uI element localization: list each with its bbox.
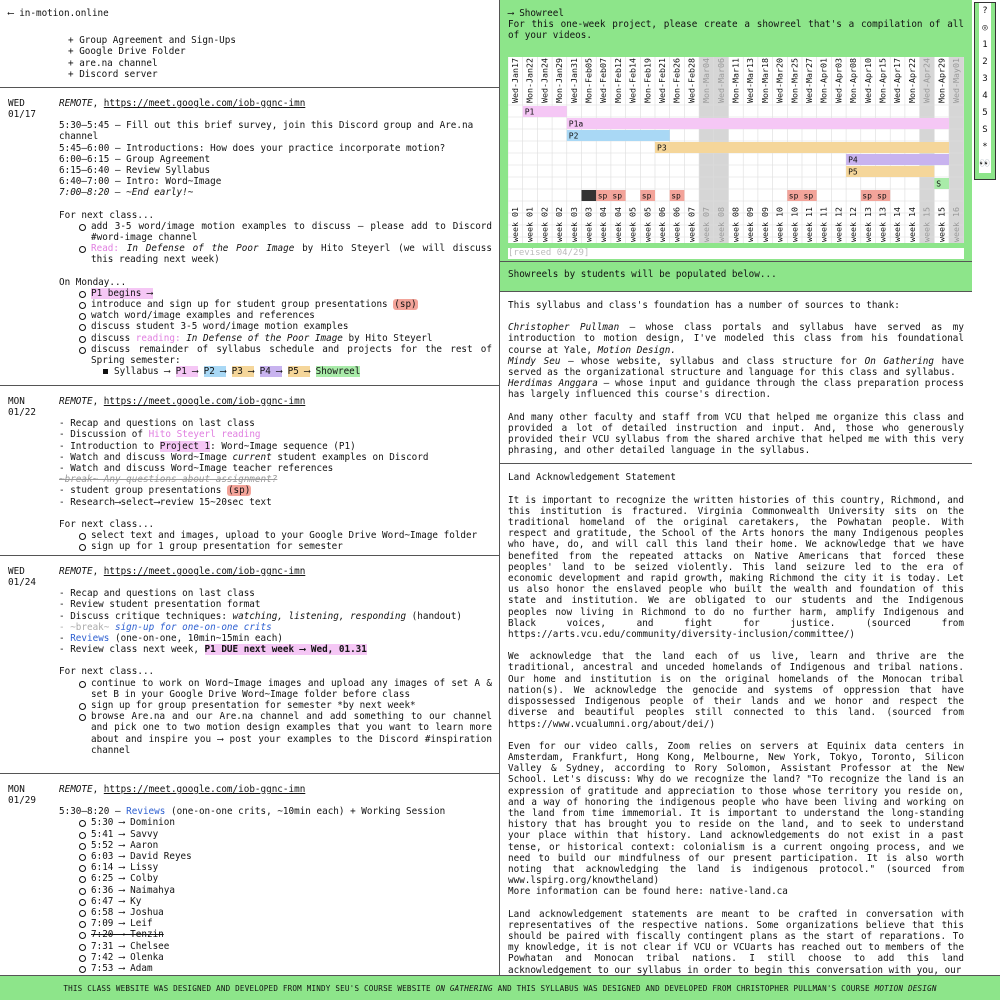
date-label: Mon-Feb26: [671, 58, 682, 103]
side-nav: [972, 0, 1000, 975]
syllabus-column: [0, 0, 500, 975]
list-item: select text and images, upload to your Google Drive Word~Image folder: [77, 530, 492, 541]
review-slot: 6:47 ⟶ Ky: [77, 896, 492, 907]
schedule-grid: [508, 57, 964, 243]
project-bar: [655, 142, 949, 153]
date-label: Wed-Jan17: [510, 58, 520, 103]
land-paragraph: Even for our video calls, Zoom relies on servers at Equinix data centers in Amsterdam, Frankfurt, Hong Kong, Melbourne, New York, Tokyo, Toronto, Silicon Valley & Sydney, according to Rory Solomon, Assistant Professor at the New School. Let's discuss: Why do we recognize the land? "To recognize the land is an expression of gratitude and appreciation to those whose territory you reside on, and a way of honoring the indigenous people who have been living and working on the land from time immemorial. It is important to understand the long-standing history that has brought you to reside on the land, and to seek to understand your place within that history. Land acknowledgements do not exist in a past tense, or historical context: colonialism is a current ongoing process, and we need to build our mindfulness of our present participation. It is also worth noting that acknowledging the land is indigenous protocol." (sourced from www.lspirg.org/knowtheland): [508, 740, 964, 887]
week-label: week 03: [568, 207, 579, 242]
agenda-item: - Recap and questions on last class: [59, 418, 255, 430]
date-label: Wed-Mar20: [774, 58, 785, 103]
week-label: week 09: [745, 207, 756, 242]
schedule-item: 6:00–6:15 – Group Agreement: [59, 153, 211, 165]
list-item: P1 begins ⟶: [77, 288, 492, 299]
date-label: Mon-Mar04: [701, 58, 712, 103]
list-item: discuss remainder of syllabus schedule and projects for the rest of Spring semester: Syllabus ⟶ P1 ⟶ P2 ⟶ P3 ⟶ P4 ⟶ P5 ⟶ Showreel: [77, 344, 492, 378]
date-label: Wed-Feb21: [657, 58, 667, 103]
week-label: week 15: [921, 207, 932, 242]
week-label: week 09: [759, 207, 770, 242]
schedule-item: 5:45–6:00 – Introductions: How does your practice incorporate motion?: [59, 142, 446, 154]
info-column: [500, 0, 972, 975]
session-wed-0117: WED 01/17 REMOTE, https://meet.google.com/iob-ggnc-imn 5:30–5:45 – Fill out this brief survey, join this Discord group and Are.na channel 5:45–6:00 – Introductions: How does your practice incorporate motion? 6:00–6:15 – Group Agreement 6:15–6:40 – Review Syllabus 6:40–7:00 – Intro: Word~Image 7:00–8:20 – ~End early!~ For next class... add 3-5 word/image motion examples to discuss – please add to Discord #word-image channel Read: In Defense of the Poor Image by Hito Steyerl (we will discuss this reading next week) On Monday... P1 begins ⟶ introduce and sign up for student group presentations (sp) watch word/image examples and references discuss student 3-5 word/image motion examples discuss reading: In Defense of the Poor Image by Hito Steyerl discuss remainder of syllabus schedule and projects for the rest of Spring semester: Syllabus ⟶ P1 ⟶ P2 ⟶ P3 ⟶ P4 ⟶ P5 ⟶ Showreel: [0, 88, 500, 386]
agenda-item: - Watch and discuss Word~Image current student examples on Discord: [59, 451, 429, 463]
sp-label: sp: [597, 191, 608, 201]
week-label: week 13: [877, 207, 888, 242]
date-label: Mon-Apr08: [848, 58, 859, 103]
agenda-item: - Watch and discuss Word~Image teacher references: [59, 463, 334, 475]
date-label: Wed-Feb14: [627, 58, 638, 103]
site-header: [0, 0, 499, 88]
week-label: week 06: [657, 207, 667, 242]
site-footer: THIS CLASS WEBSITE WAS DESIGNED AND DEVELOPED FROM MINDY SEU'S COURSE WEBSITE ON GATHERING AND THIS SYLLABUS WAS DESIGNED AND DEVELOPED FROM CHRISTOPHER PULLMAN'S COURSE MOTION DESIGN: [0, 975, 1000, 1000]
list-item: sign up for group presentation for semester *by next week*: [77, 700, 492, 711]
agenda-item: - ~break~ sign-up for one-on-one crits: [59, 621, 272, 633]
agenda-item: - Review student presentation format: [59, 599, 261, 611]
land-paragraph: It is important to recognize the written histories of this country, Richmond, and this institution is fractured. Virginia Commonwealth University sits on the traditional homeland of the original caretakers, the Powhatan people. With respect and gratitude, the School of the Arts honors the many Indigenous peoples who have, do, and will call this land their home. We acknowledge that we have benefited from the repeated attacks on Native Americans that forced these peoples' land to be seized violently. This land seizure led to the era of economic development and rapid growth, making Richmond the city it is today. Let us also honor the enslaved people who built the wealth and foundation of this state and institution. We are obligated to our students and the Indigenous peoples now living in Richmond to do no further harm, amplify Indigenous and Black voices, and fight for justice. (sourced from https://arts.vcu.edu/community/diversity-inclusion/committee/): [508, 494, 964, 641]
date-label: Wed-Feb28: [686, 58, 697, 103]
land-paragraph: We acknowledge that the land each of us live, learn and thrive are the traditional, ancestral and unceded homelands of Indigenous and tribal nations. Our home and institution is on the original homelands of the Monocan tribal nation(s). We acknowledge the genocide and systems of oppression that have dispossessed Indigenous people of their lands and we honor and respect the diverse and beautiful peoples still connected to this land. (sourced from https://www.vcualumni.org/about/dei/): [508, 651, 964, 730]
project-label: P3: [657, 143, 667, 153]
project-bar: [846, 154, 949, 165]
week-label: week 07: [686, 207, 697, 242]
group-agreement-link[interactable]: + Group Agreement and Sign-Ups: [68, 35, 236, 47]
review-slot: 7:31 ⟶ Chelsee: [77, 941, 492, 952]
nav-star[interactable]: *: [979, 139, 991, 156]
help-nav[interactable]: ?: [979, 3, 991, 20]
spiral-nav-icon[interactable]: ◎: [979, 20, 991, 37]
back-link[interactable]: ⟵ in-motion.online: [8, 8, 109, 19]
date-label: Mon-Apr15: [877, 58, 888, 103]
week-label: week 10: [789, 207, 800, 242]
review-slot: 7:20 ⟶ Tenzin: [77, 929, 492, 940]
sp-label: sp: [641, 191, 652, 201]
sp-label: sp: [612, 191, 623, 201]
session-wed-0124: WED 01/24 REMOTE, https://meet.google.com/iob-ggnc-imn - Recap and questions on last class - Review student presentation format - Discuss critique techniques: watching, listening, responding (handout) - ~break~ sign-up for one-on-one crits - Reviews (one-on-one, 10min~15min each) - Review class next week, P1 DUE next week ⟶ Wed, 01.31 For next class... continue to work on Word~Image images and upload any images of set A & set B in your Google Drive Word~Image folder before class sign up for group presentation for semester *by next week* browse Are.na and our Are.na channel and add something to our channel and pick one to two motion design examples that you want to learn more about and inspire you ⟶ post your examples to the Discord #inspiration channel: [0, 556, 500, 774]
eyes-nav-icon[interactable]: 👀: [979, 156, 991, 173]
week-label: week 08: [730, 207, 741, 242]
project-bar: [567, 130, 670, 141]
list-item: sign up for 1 group presentation for semester: [77, 541, 492, 552]
week-label: week 14: [906, 207, 917, 242]
week-label: week 01: [524, 207, 535, 242]
date-label: Wed-Apr24: [921, 58, 932, 103]
session-date: MON 01/22: [8, 396, 36, 419]
sp-label: sp: [671, 191, 681, 201]
week-label: week 01: [510, 207, 520, 242]
schedule-item: 7:00–8:20 – ~End early!~: [59, 187, 194, 199]
week-label: week 13: [862, 207, 873, 242]
date-label: Wed-Jan24: [539, 58, 550, 103]
project-label: P1: [524, 107, 535, 117]
week-label: week 11: [818, 207, 829, 242]
thanks-vcu: And many other faculty and staff from VCU that helped me organize this class and provided a lot of detailed instruction and input. And, those who generously provided their VCU syllabus from the shared archive that helped me with this very phrasing, and other detailed language in the syllabus.: [508, 411, 964, 457]
review-slot: 5:30 ⟶ Dominion: [77, 817, 492, 828]
week-label: week 10: [774, 207, 785, 242]
date-label: Wed-Apr10: [862, 58, 873, 103]
agenda-item: 5:30–8:20 – Reviews (one-on-one crits, ~10min each) + Working Session: [59, 806, 446, 818]
land-section: [500, 464, 972, 975]
dark-cell: [582, 190, 597, 201]
date-label: Wed-Feb07: [598, 58, 609, 103]
drive-folder-link[interactable]: + Google Drive Folder: [68, 46, 186, 58]
sp-label: sp: [803, 191, 814, 201]
session-mode: REMOTE: [59, 98, 93, 109]
showreel-description: For this one-week project, please create a showreel that's a compilation of all of your videos.: [508, 19, 964, 42]
review-slot: 7:42 ⟶ Olenka: [77, 952, 492, 963]
date-label: Mon-Feb05: [583, 58, 594, 103]
project-bar: [567, 118, 949, 129]
arena-channel-link[interactable]: + are.na channel: [68, 57, 158, 69]
monday-label: On Monday...: [59, 276, 127, 288]
week-label: week 06: [671, 207, 682, 242]
nav-project-5[interactable]: 5: [979, 105, 991, 122]
agenda-item: - Reviews (one-on-one, 10min~15min each): [59, 633, 283, 645]
meet-link[interactable]: https://meet.google.com/iob-ggnc-imn: [103, 566, 306, 577]
week-label: week 12: [833, 207, 844, 242]
nav-box: [974, 2, 996, 180]
list-item: Read: In Defense of the Poor Image by Hito Steyerl (we will discuss this reading next week): [77, 243, 492, 265]
students-note: Showreels by students will be populated below...: [500, 262, 972, 292]
list-item: continue to work on Word~Image images and upload any images of set A & set B in your Google Drive Word~Image folder before class: [77, 678, 492, 700]
agenda-item: ~break~ Any questions about assignment?: [59, 474, 278, 486]
agenda-item: - Research⟶select⟶review 15~20sec text: [59, 496, 272, 508]
date-label: Mon-Apr22: [906, 58, 917, 103]
schedule-item: 6:15–6:40 – Review Syllabus: [59, 165, 211, 177]
agenda-item: - Recap and questions on last class: [59, 588, 255, 600]
schedule-item: 6:40–7:00 – Intro: Word~Image: [59, 176, 222, 188]
date-label: Mon-Feb12: [612, 58, 623, 103]
project-bar: [846, 166, 934, 177]
meet-link[interactable]: https://meet.google.com/iob-ggnc-imn: [103, 396, 306, 407]
list-item: add 3-5 word/image motion examples to discuss – please add to Discord #word-image channel: [77, 221, 492, 243]
showreel-panel: [500, 0, 972, 262]
list-item: discuss student 3-5 word/image motion examples: [77, 321, 492, 332]
date-label: Mon-Jan22: [524, 58, 535, 103]
week-label: week 16: [951, 207, 961, 242]
date-label: Wed-May01: [951, 58, 961, 103]
showreel-title: ⟶ Showreel: [508, 8, 564, 19]
meet-link[interactable]: https://meet.google.com/iob-ggnc-imn: [103, 784, 306, 795]
list-item: discuss reading: In Defense of the Poor Image by Hito Steyerl: [77, 333, 492, 344]
sp-label: sp: [788, 191, 799, 201]
revised-note: [revised 04/29]: [508, 248, 964, 259]
week-label: week 15: [936, 207, 947, 242]
thanks-intro: This syllabus and class's foundation has a number of sources to thank:: [508, 300, 900, 311]
review-slot: 7:53 ⟶ Adam: [77, 963, 492, 974]
thanks-anggara: Herdimas Anggara – whose input and guidance through the class preparation process has largely influenced this course's direction.: [508, 378, 964, 401]
thanks-seu: Mindy Seu – whose website, syllabus and class structure for On Gathering have served as the organizational structure and language for this class and syllabus.: [508, 355, 964, 379]
date-label: Mon-Apr29: [936, 58, 947, 103]
date-label: Wed-Mar27: [804, 58, 814, 103]
agenda-item: - Introduction to Project 1: Word~Image sequence (P1): [59, 440, 356, 452]
sp-label: sp: [877, 191, 887, 201]
date-label: Wed-Mar13: [745, 58, 756, 103]
project-label: S: [936, 179, 942, 189]
project-label: P5: [848, 167, 858, 177]
date-label: Mon-Mar11: [730, 58, 741, 103]
session-mon-0129: MON 01/29 REMOTE, https://meet.google.com/iob-ggnc-imn 5:30–8:20 – Reviews (one-on-one crits, ~10min each) + Working Session 5:30 ⟶ Dominion 5:41 ⟶ Savvy 5:52 ⟶ Aaron 6:03 ⟶ David Reyes 6:14 ⟶ Lissy 6:25 ⟶ Colby 6:36 ⟶ Naimahya 6:47 ⟶ Ky 6:58 ⟶ Joshua 7:09 ⟶ Leif 7:20 ⟶ Tenzin 7:31 ⟶ Chelsee 7:42 ⟶ Olenka 7:53 ⟶ Adam: [0, 774, 500, 975]
thanks-section: [500, 292, 972, 464]
date-label: Wed-Apr17: [892, 58, 903, 103]
session-mon-0122: MON 01/22 REMOTE, https://meet.google.com/iob-ggnc-imn - Recap and questions on last class - Discussion of Hito Steyerl reading - Introduction to Project 1: Word~Image sequence (P1) - Watch and discuss Word~Image current student examples on Discord - Watch and discuss Word~Image teacher references ~break~ Any questions about assignment? - student group presentations (sp) - Research⟶select⟶review 15~20sec text For next class... select text and images, upload to your Google Drive Word~Image folder sign up for 1 group presentation for semester: [0, 386, 500, 556]
review-slot: 6:58 ⟶ Joshua: [77, 907, 492, 918]
resource-links: [68, 35, 491, 80]
list-item: browse Are.na and our Are.na channel and add something to our channel and pick one to two motion design examples that you want to learn more about and inspire you ⟶ post your examples to the Discord #inspiration channel: [77, 711, 492, 756]
week-label: week 05: [627, 207, 638, 242]
syllabus-sequence: Syllabus ⟶ P1 ⟶ P2 ⟶ P3 ⟶ P4 ⟶ P5 ⟶ Showreel: [101, 366, 492, 377]
date-label: Mon-Feb19: [642, 58, 653, 103]
date-label: Mon-Jan29: [554, 58, 565, 103]
date-label: Wed-Apr03: [833, 58, 844, 103]
review-slot: 6:25 ⟶ Colby: [77, 873, 492, 884]
agenda-item: - Discussion of Hito Steyerl reading: [59, 429, 261, 441]
week-label: week 11: [804, 207, 814, 242]
nav-project-3[interactable]: 3: [979, 71, 991, 88]
project-label: P2: [568, 131, 579, 141]
discord-link[interactable]: + Discord server: [68, 68, 158, 80]
date-label: Mon-Mar25: [789, 58, 800, 103]
session-date: WED 01/17: [8, 98, 36, 121]
week-label: week 04: [612, 207, 623, 242]
week-label: week 08: [715, 207, 726, 242]
project-label: P4: [848, 155, 858, 165]
week-label: week 04: [598, 207, 609, 242]
meet-link[interactable]: https://meet.google.com/iob-ggnc-imn: [103, 98, 306, 109]
review-slot: 5:52 ⟶ Aaron: [77, 840, 492, 851]
week-label: week 07: [701, 207, 712, 242]
session-date: MON 01/29: [8, 784, 36, 807]
review-slots: [77, 817, 492, 974]
thanks-pullman: Christopher Pullman – whose class portals and syllabus have served as my introduction to motion design, I've modeled this class from his foundational course at Yale, Motion Design.: [508, 322, 964, 356]
sp-label: sp: [862, 191, 872, 201]
week-label: week 14: [892, 207, 903, 242]
week-label: week 05: [642, 207, 653, 242]
review-slot: 6:14 ⟶ Lissy: [77, 862, 492, 873]
project-label: P1a: [568, 119, 584, 129]
review-slot: 6:03 ⟶ David Reyes: [77, 851, 492, 862]
list-item: watch word/image examples and references: [77, 310, 492, 321]
session-date: WED 01/24: [8, 566, 36, 589]
date-label: Wed-Mar06: [715, 58, 726, 103]
agenda-item: - Review class next week, P1 DUE next week ⟶ Wed, 01.31: [59, 644, 367, 656]
week-label: week 12: [848, 207, 859, 242]
land-title: Land Acknowledgement Statement: [508, 472, 676, 484]
nav-showreel[interactable]: S: [979, 122, 991, 139]
review-slot: 5:41 ⟶ Savvy: [77, 829, 492, 840]
review-slot: 7:09 ⟶ Leif: [77, 918, 492, 929]
date-label: Mon-Mar18: [759, 58, 770, 103]
week-label: week 02: [554, 207, 565, 242]
list-item: introduce and sign up for student group presentations (sp): [77, 299, 492, 310]
nav-project-2[interactable]: 2: [979, 54, 991, 71]
schedule-item: 5:30–5:45 – Fill out this brief survey, join this Discord group and Are.na channel: [59, 120, 474, 143]
week-label: week 02: [539, 207, 550, 242]
nav-project-4[interactable]: 4: [979, 88, 991, 105]
date-label: Mon-Apr01: [818, 58, 829, 103]
week-label: week 03: [583, 207, 594, 242]
agenda-item: - Discuss critique techniques: watching, listening, responding (handout): [59, 610, 463, 622]
schedule-grid-svg: [508, 57, 964, 243]
next-class-label: For next class...: [59, 518, 155, 530]
date-label: Wed-Jan31: [568, 58, 579, 103]
review-slot: 6:36 ⟶ Naimahya: [77, 885, 492, 896]
land-paragraph: Land acknowledgement statements are meant to be crafted in conversation with representatives of the respective nations. Some organizations believe that this should be paired with fiscally contingent plans as the start of reparations. To my knowledge, it is not clear if VCU or VCUarts has reached out to members of the Powhatan and Monocan tribal nations. I still choose to add this land acknowledgement to our syllabus in order to begin this conversation with you, our: [508, 908, 964, 975]
next-class-label: For next class...: [59, 666, 155, 678]
nav-project-1[interactable]: 1: [979, 37, 991, 54]
agenda-item: - student group presentations (sp): [59, 485, 251, 497]
land-paragraph: More information can be found here: native-land.ca: [508, 886, 788, 898]
next-class-label: For next class...: [59, 209, 155, 221]
